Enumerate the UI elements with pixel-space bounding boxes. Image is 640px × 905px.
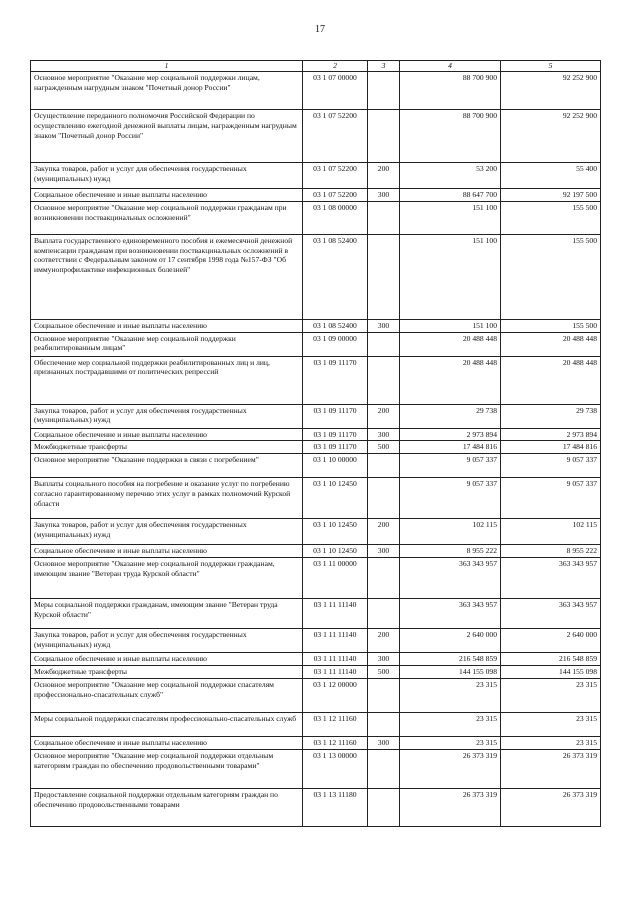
row-code: 03 1 13 00000: [303, 749, 368, 788]
row-amount-year2: 20 488 448: [501, 332, 601, 356]
row-code: 03 1 11 11140: [303, 599, 368, 629]
row-expense-kind: [368, 749, 400, 788]
row-amount-year2: 155 500: [501, 319, 601, 332]
table-row: [31, 545, 601, 558]
row-code: 03 1 07 00000: [303, 71, 368, 109]
row-amount-year2: 363 343 957: [501, 558, 601, 599]
row-amount-year2: 144 155 098: [501, 666, 601, 679]
row-amount-year2: 9 057 337: [501, 478, 601, 519]
table-row: [31, 188, 601, 201]
row-code: 03 1 11 00000: [303, 558, 368, 599]
row-code: 03 1 08 52400: [303, 319, 368, 332]
row-amount-year2: 155 500: [501, 234, 601, 319]
row-expense-kind: [368, 109, 400, 162]
row-code: 03 1 11 11140: [303, 666, 368, 679]
row-name: Предоставление социальной поддержки отдельным категориям граждан по обеспечению продовольственными товарами: [31, 788, 303, 826]
table-row: [31, 332, 601, 356]
row-amount-year2: 26 373 319: [501, 788, 601, 826]
row-name: Обеспечение мер социальной поддержки реабилитированных лиц и лиц, признанных пострадавшими от политических репрессий: [31, 356, 303, 404]
row-expense-kind: 200: [368, 162, 400, 188]
table-row: [31, 678, 601, 712]
row-name: Выплата государственного единовременного пособия и ежемесячной денежной компенсации гражданам при возникновении поствакцинальных осложнений в соответствии с Федеральным законом от 17 сентября 1998 года №157-ФЗ "Об иммунопрофилактике инфекционных болезней": [31, 234, 303, 319]
row-name: Осуществление переданного полномочия Российской Федерации по осуществлению ежегодной денежной выплаты лицам, награжденным нагрудным знаком "Почетный донор России": [31, 109, 303, 162]
row-amount-year1: 9 057 337: [400, 478, 501, 519]
row-amount-year1: 29 738: [400, 404, 501, 428]
row-code: 03 1 11 11140: [303, 629, 368, 653]
row-name: Социальное обеспечение и иные выплаты населению: [31, 428, 303, 441]
table-row: [31, 441, 601, 454]
row-expense-kind: 500: [368, 441, 400, 454]
row-name: Социальное обеспечение и иные выплаты населению: [31, 319, 303, 332]
row-amount-year2: 216 548 859: [501, 653, 601, 666]
row-amount-year1: 17 484 816: [400, 441, 501, 454]
row-expense-kind: 200: [368, 629, 400, 653]
row-expense-kind: 300: [368, 736, 400, 749]
row-name: Социальное обеспечение и иные выплаты населению: [31, 653, 303, 666]
row-amount-year2: 9 057 337: [501, 454, 601, 478]
row-amount-year1: 363 343 957: [400, 599, 501, 629]
header-col-3: 3: [368, 61, 400, 72]
table-row: [31, 653, 601, 666]
row-amount-year2: 17 484 816: [501, 441, 601, 454]
row-expense-kind: [368, 788, 400, 826]
row-expense-kind: 200: [368, 519, 400, 545]
row-amount-year1: 363 343 957: [400, 558, 501, 599]
row-amount-year2: 29 738: [501, 404, 601, 428]
row-code: 03 1 12 11160: [303, 736, 368, 749]
row-amount-year2: 155 500: [501, 201, 601, 234]
row-amount-year1: 2 640 000: [400, 629, 501, 653]
row-code: 03 1 09 11170: [303, 356, 368, 404]
row-amount-year2: 20 488 448: [501, 356, 601, 404]
row-name: Основное мероприятие "Оказание мер социальной поддержки гражданам при возникновении поствакцинальных осложнений": [31, 201, 303, 234]
row-name: Основное мероприятие "Оказание поддержки в связи с погребением": [31, 454, 303, 478]
row-expense-kind: [368, 454, 400, 478]
row-name: Закупка товаров, работ и услуг для обеспечения государственных (муниципальных) нужд: [31, 404, 303, 428]
row-amount-year2: 2 973 894: [501, 428, 601, 441]
row-amount-year2: 92 252 900: [501, 109, 601, 162]
row-code: 03 1 09 11170: [303, 404, 368, 428]
table-row: [31, 319, 601, 332]
row-expense-kind: 200: [368, 404, 400, 428]
row-amount-year1: 102 115: [400, 519, 501, 545]
row-amount-year1: 88 647 700: [400, 188, 501, 201]
table-row: [31, 478, 601, 519]
row-amount-year1: 20 488 448: [400, 356, 501, 404]
row-code: 03 1 10 12450: [303, 519, 368, 545]
row-expense-kind: [368, 201, 400, 234]
row-amount-year2: 23 315: [501, 712, 601, 736]
table-row: [31, 71, 601, 109]
table-row: [31, 736, 601, 749]
row-name: Основное мероприятие "Оказание мер социальной поддержки реабилитированным лицам": [31, 332, 303, 356]
row-name: Меры социальной поддержки гражданам, имеющим звание "Ветеран труда Курской области": [31, 599, 303, 629]
row-name: Основное мероприятие "Оказание мер социальной поддержки лицам, награжденным нагрудным знаком "Почетный донор России": [31, 71, 303, 109]
table-row: [31, 428, 601, 441]
row-code: 03 1 08 52400: [303, 234, 368, 319]
row-name: Социальное обеспечение и иные выплаты населению: [31, 736, 303, 749]
row-amount-year1: 23 315: [400, 712, 501, 736]
budget-table: [30, 60, 601, 827]
row-name: Меры социальной поддержки спасателям профессионально-спасательных служб: [31, 712, 303, 736]
row-code: 03 1 07 52200: [303, 188, 368, 201]
table-row: [31, 558, 601, 599]
page-number: 17: [315, 24, 325, 35]
table-row: [31, 234, 601, 319]
row-expense-kind: [368, 71, 400, 109]
row-amount-year1: 216 548 859: [400, 653, 501, 666]
row-amount-year2: 92 252 900: [501, 71, 601, 109]
table-row: [31, 454, 601, 478]
row-amount-year2: 23 315: [501, 736, 601, 749]
row-code: 03 1 10 00000: [303, 454, 368, 478]
row-code: 03 1 12 00000: [303, 678, 368, 712]
row-name: Межбюджетные трансферты: [31, 441, 303, 454]
row-amount-year2: 92 197 500: [501, 188, 601, 201]
row-code: 03 1 10 12450: [303, 545, 368, 558]
row-expense-kind: 300: [368, 653, 400, 666]
row-amount-year1: 151 100: [400, 201, 501, 234]
row-amount-year1: 151 100: [400, 234, 501, 319]
row-name: Межбюджетные трансферты: [31, 666, 303, 679]
row-expense-kind: [368, 599, 400, 629]
row-amount-year1: 26 373 319: [400, 788, 501, 826]
row-amount-year1: 53 200: [400, 162, 501, 188]
row-name: Основное мероприятие "Оказание мер социальной поддержки гражданам, имеющим звание "Ветеран труда Курской области": [31, 558, 303, 599]
row-name: Выплаты социального пособия на погребение и оказание услуг по погребению согласно гарантированному перечню этих услуг в рамках полномочий Курской области: [31, 478, 303, 519]
row-name: Социальное обеспечение и иные выплаты населению: [31, 188, 303, 201]
table-row: [31, 109, 601, 162]
row-amount-year1: 23 315: [400, 736, 501, 749]
header-col-2: 2: [303, 61, 368, 72]
row-code: 03 1 08 00000: [303, 201, 368, 234]
header-col-5: 5: [501, 61, 601, 72]
row-code: 03 1 09 11170: [303, 441, 368, 454]
row-amount-year1: 2 973 894: [400, 428, 501, 441]
header-row: [31, 61, 601, 72]
header-col-1: 1: [31, 61, 303, 72]
row-expense-kind: [368, 712, 400, 736]
table-header: [31, 61, 601, 72]
row-amount-year1: 151 100: [400, 319, 501, 332]
row-name: Основное мероприятие "Оказание мер социальной поддержки отдельным категориям граждан по обеспечению продовольственными товарами": [31, 749, 303, 788]
row-expense-kind: [368, 678, 400, 712]
row-expense-kind: 300: [368, 188, 400, 201]
table-row: [31, 201, 601, 234]
row-amount-year1: 23 315: [400, 678, 501, 712]
row-expense-kind: [368, 234, 400, 319]
row-code: 03 1 10 12450: [303, 478, 368, 519]
row-code: 03 1 13 11180: [303, 788, 368, 826]
table-body: [31, 71, 601, 826]
table-row: [31, 356, 601, 404]
row-amount-year2: 8 955 222: [501, 545, 601, 558]
row-amount-year1: 88 700 900: [400, 71, 501, 109]
row-expense-kind: [368, 332, 400, 356]
row-amount-year2: 2 640 000: [501, 629, 601, 653]
table-row: [31, 404, 601, 428]
row-amount-year1: 8 955 222: [400, 545, 501, 558]
table-row: [31, 629, 601, 653]
row-amount-year2: 363 343 957: [501, 599, 601, 629]
table-row: [31, 749, 601, 788]
row-code: 03 1 07 52200: [303, 162, 368, 188]
row-expense-kind: [368, 478, 400, 519]
row-amount-year1: 144 155 098: [400, 666, 501, 679]
row-code: 03 1 09 11170: [303, 428, 368, 441]
table-row: [31, 599, 601, 629]
row-name: Основное мероприятие "Оказание мер социальной поддержки спасателям профессионально-спасательных служб": [31, 678, 303, 712]
row-expense-kind: 500: [368, 666, 400, 679]
row-amount-year1: 88 700 900: [400, 109, 501, 162]
row-expense-kind: [368, 558, 400, 599]
row-amount-year1: 26 373 319: [400, 749, 501, 788]
row-name: Закупка товаров, работ и услуг для обеспечения государственных (муниципальных) нужд: [31, 629, 303, 653]
table-row: [31, 519, 601, 545]
table-row: [31, 788, 601, 826]
row-name: Закупка товаров, работ и услуг для обеспечения государственных (муниципальных) нужд: [31, 162, 303, 188]
row-name: Закупка товаров, работ и услуг для обеспечения государственных (муниципальных) нужд: [31, 519, 303, 545]
row-expense-kind: 300: [368, 319, 400, 332]
row-code: 03 1 07 52200: [303, 109, 368, 162]
row-name: Социальное обеспечение и иные выплаты населению: [31, 545, 303, 558]
row-amount-year1: 20 488 448: [400, 332, 501, 356]
row-amount-year1: 9 057 337: [400, 454, 501, 478]
row-amount-year2: 55 400: [501, 162, 601, 188]
row-code: 03 1 09 00000: [303, 332, 368, 356]
row-expense-kind: 300: [368, 428, 400, 441]
row-amount-year2: 26 373 319: [501, 749, 601, 788]
row-expense-kind: 300: [368, 545, 400, 558]
table-row: [31, 162, 601, 188]
row-code: 03 1 11 11140: [303, 653, 368, 666]
row-amount-year2: 23 315: [501, 678, 601, 712]
table-row: [31, 666, 601, 679]
row-code: 03 1 12 11160: [303, 712, 368, 736]
header-col-4: 4: [400, 61, 501, 72]
row-expense-kind: [368, 356, 400, 404]
row-amount-year2: 102 115: [501, 519, 601, 545]
table-row: [31, 712, 601, 736]
